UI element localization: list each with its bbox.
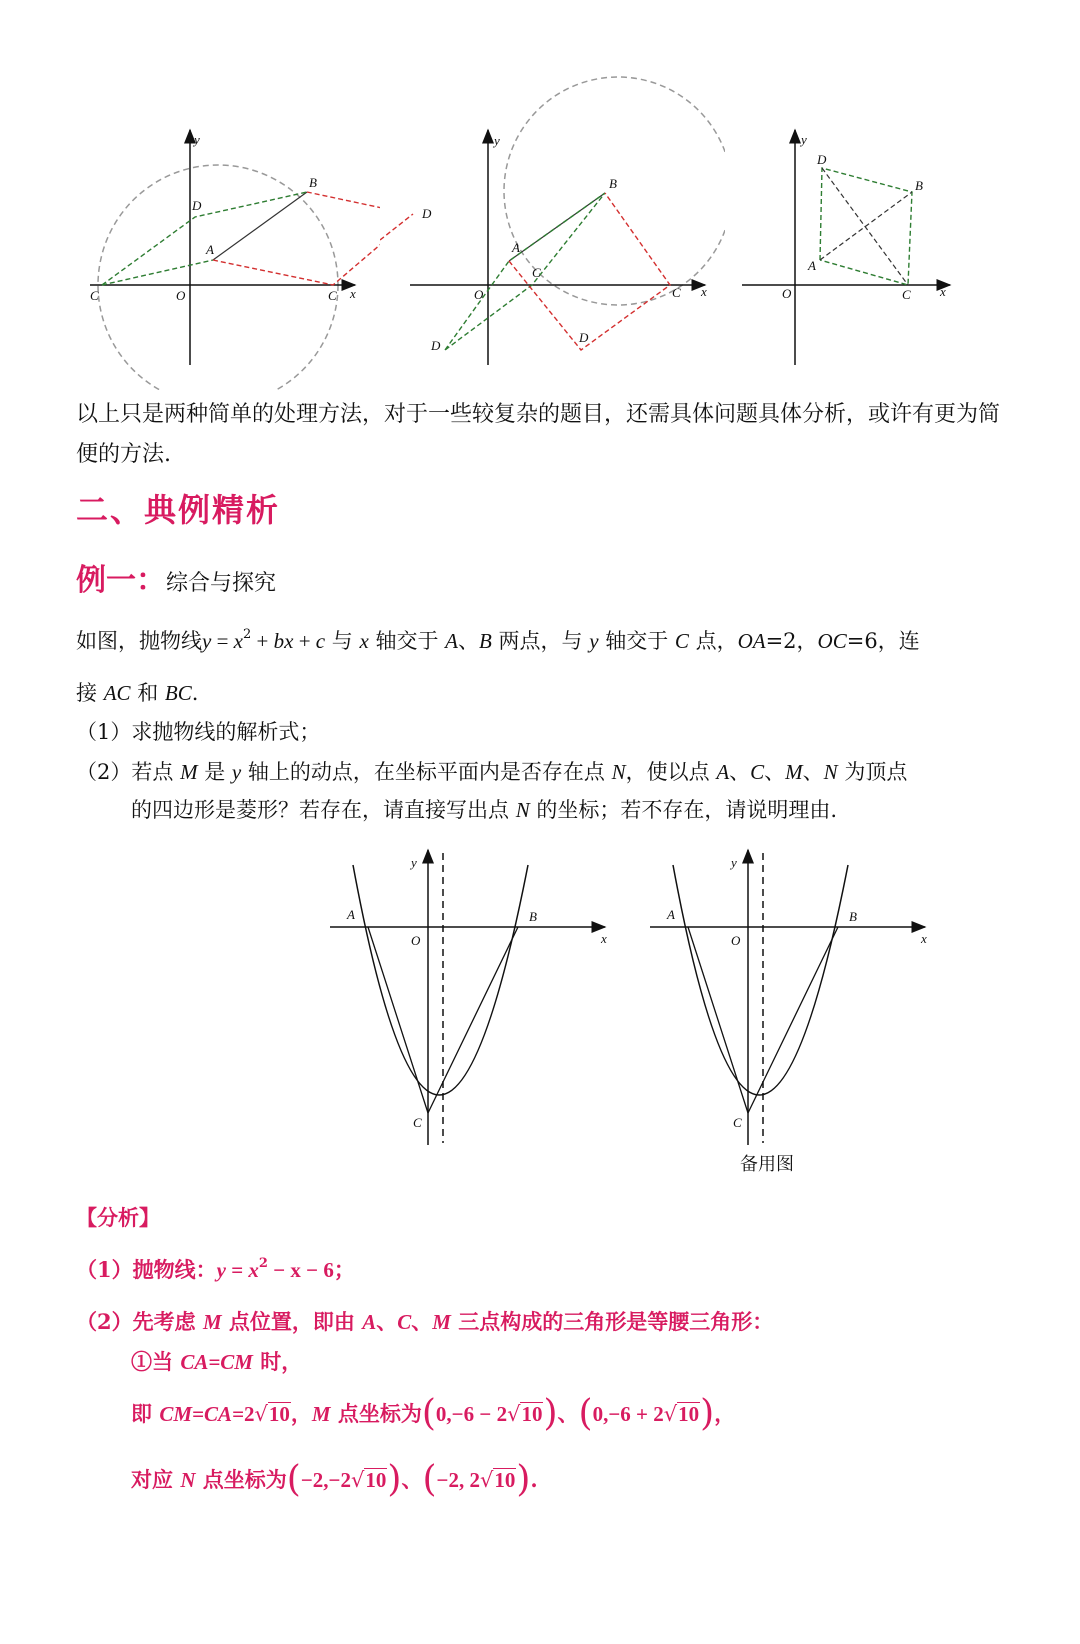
analysis-2: （2）先考虑 M 点位置，即由 A、C、M 三点构成的三角形是等腰三角形： [76, 1309, 774, 1334]
label-c1: C [532, 265, 541, 280]
diag-2 [822, 168, 908, 285]
label-c: C [902, 287, 911, 302]
label-a: A [667, 907, 675, 922]
label-a: A [808, 258, 816, 273]
label-b: B [609, 176, 617, 191]
figure-3 [740, 120, 960, 380]
section-heading: 二、典例精析 [76, 491, 281, 529]
parabola-figure-right [645, 845, 945, 1155]
example-heading [76, 555, 276, 599]
figure-1 [80, 120, 380, 390]
question-2-line-1: （2）若点 M 是 y 轴上的动点，在坐标平面内是否存在点 N，使以点 A、C、M、N 为顶点 [76, 760, 908, 784]
figure-2 [405, 70, 725, 380]
red-dashed [213, 192, 380, 285]
question-2-line-2: 的四边形是菱形？若存在，请直接写出点 N 的坐标；若不存在，请说明理由. [131, 798, 838, 822]
analysis-title: 【分析】 [76, 1205, 160, 1230]
label-y: y [731, 855, 737, 870]
label-d1: D [192, 198, 202, 213]
segment-bc [428, 927, 518, 1113]
label-c: C [733, 1115, 742, 1130]
diag-1 [820, 192, 912, 260]
parabola-figure-left [325, 845, 625, 1155]
label-y: y [801, 132, 807, 147]
backup-figure-caption: 备用图 [740, 1154, 794, 1175]
label-c2: C [328, 288, 337, 303]
problem-line-1: 如图，抛物线$y = x^2$ + bx + c 与 x 轴交于 A、B 两点，与 y 轴交于 C 点，OA=2，OC=6，连 [76, 627, 920, 653]
analysis-line-a: 即 CM=CA=2√10，M 点坐标为(0,−6 − 2√10)、(0,−6 + 2√10)， [131, 1393, 736, 1434]
segment-bc [748, 927, 838, 1113]
parabola-curve [673, 865, 848, 1095]
label-d: D [817, 152, 827, 167]
label-d2: D [579, 330, 589, 345]
segment-ab [213, 192, 307, 260]
label-b: B [309, 175, 317, 190]
parabola-curve [353, 865, 528, 1095]
green-dashed-2 [102, 192, 307, 285]
label-x: x [921, 931, 927, 946]
label-a: A [347, 907, 355, 922]
label-y: y [194, 132, 200, 147]
label-x: x [940, 284, 946, 299]
label-o: O [782, 286, 792, 301]
label-c2: C [672, 285, 681, 300]
label-x: x [701, 284, 707, 299]
analysis-case-1: ①当 CA=CM 时， [131, 1349, 303, 1374]
label-a: A [206, 242, 214, 257]
label-o: O [176, 288, 186, 303]
green-dashed [445, 193, 605, 350]
example-topic: 综合与探究 [166, 571, 277, 596]
segment-ac [688, 927, 748, 1113]
label-c1: C [90, 288, 99, 303]
label-o: O [411, 933, 421, 948]
intro-paragraph: 以上只是两种简单的处理方法，对于一些较复杂的题目，还需具体问题具体分析，或许有更为简便的方法. [76, 402, 1001, 467]
analysis-line-b: 对应 N 点坐标为(−2,−2√10)、(−2, 2√10). [131, 1459, 538, 1500]
label-o: O [474, 287, 484, 302]
label-x: x [350, 286, 356, 301]
label-c: C [413, 1115, 422, 1130]
problem-line-2: 接 AC 和 BC. [76, 681, 199, 705]
example-label: 例一： [76, 563, 166, 598]
question-1: （1）求抛物线的解析式； [76, 720, 321, 744]
label-a: A [512, 240, 520, 255]
label-d2: D [422, 206, 432, 221]
label-o: O [731, 933, 741, 948]
label-y: y [494, 133, 500, 148]
analysis-1: （1）抛物线：$y = x^2 - x - 6$； [76, 1256, 355, 1282]
label-y: y [411, 855, 417, 870]
label-x: x [601, 931, 607, 946]
segment-ac [368, 927, 428, 1113]
label-b: B [529, 909, 537, 924]
label-d1: D [431, 338, 441, 353]
label-b: B [849, 909, 857, 924]
label-b: B [915, 178, 923, 193]
